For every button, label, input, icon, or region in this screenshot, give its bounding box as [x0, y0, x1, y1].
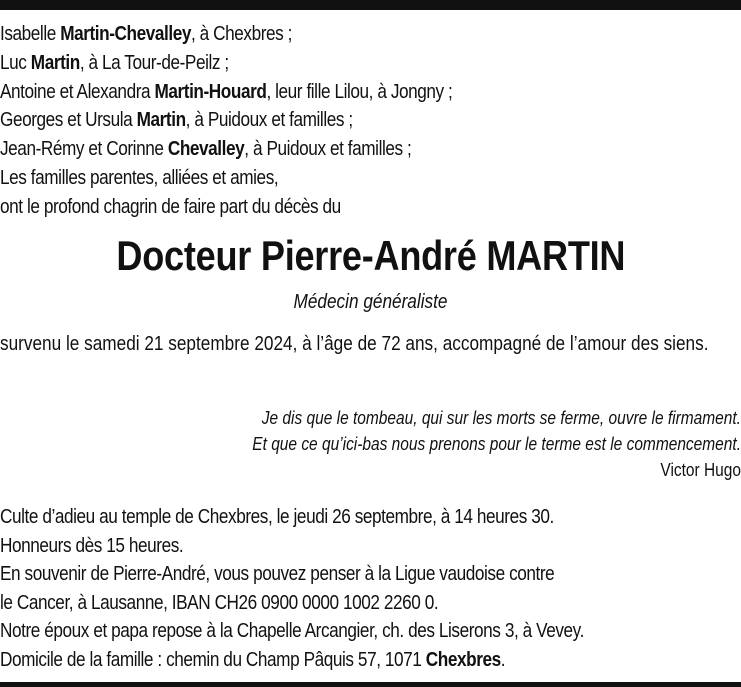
- family-surname: Martin: [30, 51, 80, 74]
- family-text: ont le profond chagrin de faire part du décès du: [0, 195, 341, 218]
- family-text: , à Puidoux et familles ;: [185, 109, 353, 132]
- info-text: Domicile de la famille : chemin du Champ Pâquis 57, 1071: [0, 648, 426, 671]
- family-surname: Martin-Houard: [154, 80, 267, 103]
- info-text: .: [500, 648, 506, 671]
- family-text: , à Puidoux et familles ;: [244, 138, 412, 161]
- family-text: , à Chexbres ;: [190, 23, 293, 45]
- family-surname: Martin-Chevalley: [60, 23, 191, 45]
- info-line: [0, 503, 637, 532]
- quote-author: Victor Hugo: [660, 460, 741, 480]
- family-text: Antoine et Alexandra: [0, 80, 155, 103]
- info-line: [0, 560, 637, 589]
- family-line: [0, 193, 637, 222]
- profession: Médecin généraliste: [293, 291, 448, 313]
- info-text: le Cancer, à Lausanne, IBAN CH26 0900 0000 1002 2260 0.: [0, 591, 439, 614]
- family-text: Georges et Ursula: [0, 109, 137, 132]
- info-text: En souvenir de Pierre-André, vous pouvez penser à la Ligue vaudoise contre: [0, 563, 555, 586]
- family-surname: Chevalley: [167, 138, 245, 161]
- profession-line: [0, 288, 741, 316]
- info-text: Culte d’adieu au temple de Chexbres, le jeudi 26 septembre, à 14 heures 30.: [0, 506, 554, 528]
- family-text: Luc: [0, 51, 31, 74]
- family-line: [0, 106, 637, 135]
- deceased-name: Docteur Pierre-André MARTIN: [116, 232, 625, 279]
- family-list: [0, 20, 637, 222]
- info-text: Notre époux et papa repose à la Chapelle Arcangier, ch. des Liserons 3, à Vevey.: [0, 620, 584, 643]
- quote-line-2: Et que ce qu’ici-bas nous prenons pour le terme est le commencement.: [252, 434, 741, 454]
- ceremony-info: [0, 503, 637, 675]
- quote-line-1: Je dis que le tombeau, qui sur les morts se ferme, ouvre le firmament.: [261, 408, 741, 428]
- family-line: [0, 78, 637, 107]
- family-text: , à La Tour-de-Peilz ;: [79, 51, 229, 74]
- info-line: [0, 646, 637, 675]
- family-text: Les familles parentes, alliées et amies,: [0, 166, 279, 189]
- family-text: , leur fille Lilou, à Jongny ;: [266, 80, 453, 103]
- family-line: [0, 20, 637, 49]
- info-line: [0, 617, 637, 646]
- info-line: [0, 532, 637, 561]
- family-line: [0, 135, 637, 164]
- family-text: Isabelle: [0, 23, 61, 45]
- family-text: Jean-Rémy et Corinne: [0, 138, 168, 161]
- info-bold: Chexbres: [425, 648, 501, 671]
- epitaph-quote: [0, 405, 741, 483]
- family-line: [0, 49, 637, 78]
- info-text: Honneurs dès 15 heures.: [0, 534, 184, 557]
- death-statement: survenu le samedi 21 septembre 2024, à l’âge de 72 ans, accompagné de l’amour des siens.: [0, 333, 709, 355]
- bottom-rule: [0, 682, 741, 687]
- top-rule: [0, 0, 741, 10]
- family-surname: Martin: [136, 109, 186, 132]
- info-line: [0, 589, 637, 618]
- deceased-name-heading: [0, 228, 741, 284]
- family-line: [0, 164, 637, 193]
